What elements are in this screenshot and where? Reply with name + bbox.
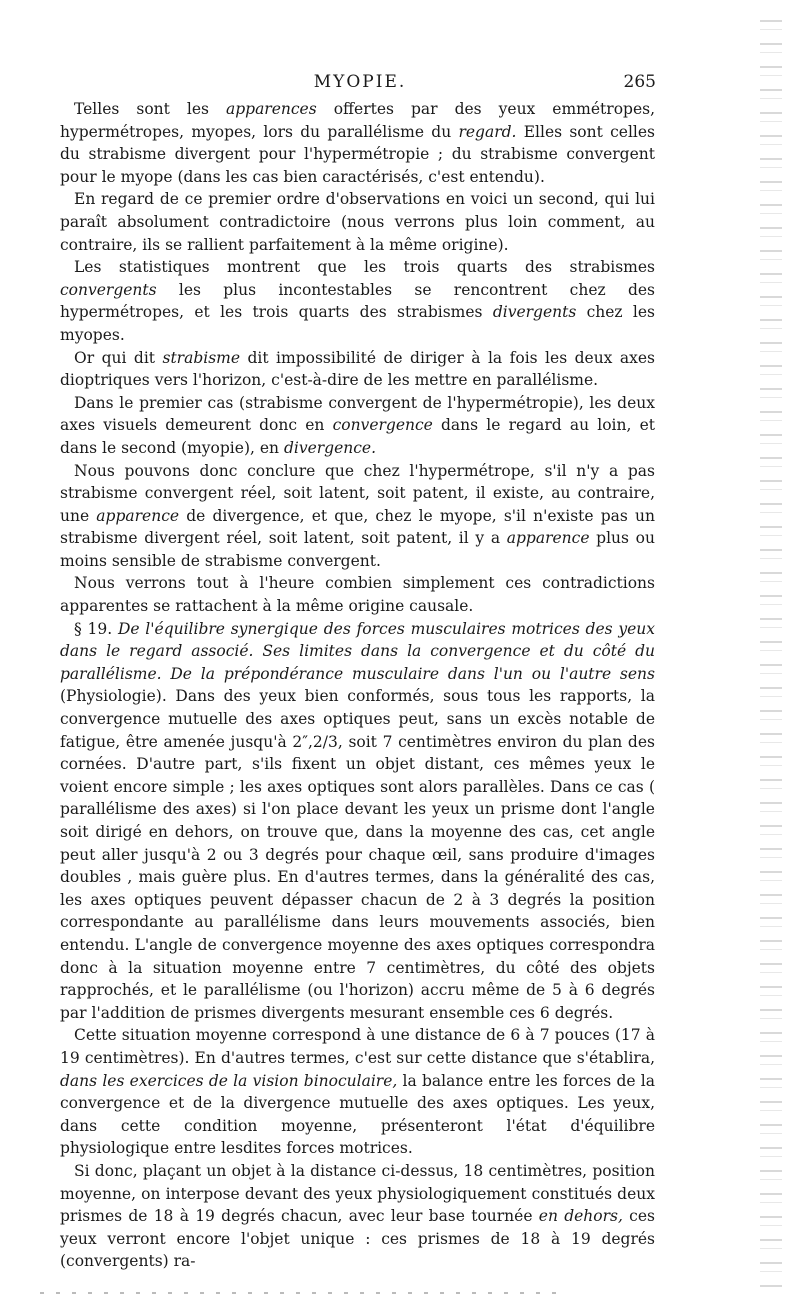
italic-text: convergents (60, 280, 157, 299)
paragraph (60, 98, 655, 188)
text-run: de divergence, et que, chez le myope, s'il n'existe pas un strabisme divergent réel, soit latent, soit patent, il y a (60, 506, 655, 548)
text-run: Or qui dit (74, 348, 163, 367)
paragraph (60, 460, 655, 573)
paragraph (60, 188, 655, 256)
text-run: Cette situation moyenne correspond à une distance de 6 à 7 pouces (17 à 19 centimètres). En d'autres termes, c'est sur cette distance que s'établira, (60, 1026, 655, 1067)
paragraph (60, 1024, 655, 1160)
text-run: Les statistiques montrent que les trois quarts des strabismes (74, 258, 655, 277)
page-header (60, 72, 660, 96)
text-run: dit impossibilité de diriger à la fois les deux axes dioptriques vers l'horizon, c'est-à-dire de les mettre en parallélisme. (60, 348, 655, 390)
text-run: Telles sont les (74, 100, 226, 118)
italic-text: apparences (225, 100, 317, 118)
running-title: MYOPIE. (313, 72, 407, 92)
body-text (60, 98, 655, 1273)
paragraph (60, 392, 655, 460)
paragraph (60, 572, 655, 617)
text-run: En regard de ce premier ordre d'observations en voici un second, qui lui paraît absolument contradictoire (nous verrons plus loin comment, au contraire, ils se rallient parfaitement à la même origine). (60, 190, 655, 254)
text-run: Nous verrons tout à l'heure combien simplement ces contradictions apparentes se rattachent à la même origine causale. (60, 574, 655, 616)
italic-text: en dehors, (538, 1207, 623, 1226)
text-run: Elles sont celles du strabisme divergent pour l'hypermétropie ; du strabisme convergent pour le myope (dans les cas bien caractérisés, c'est entendu). (60, 122, 655, 186)
paragraph (60, 1160, 655, 1273)
text-run: dans le regard au loin, et dans le second (myopie), en (60, 416, 655, 457)
paragraph (60, 256, 655, 346)
paragraph (60, 618, 655, 1025)
italic-text: apparence (96, 506, 180, 525)
italic-text: dans les exercices de la vision binoculaire, (60, 1071, 398, 1090)
page-number: 265 (623, 72, 656, 92)
italic-text: regard. (458, 122, 517, 141)
text-run: plus ou moins sensible de strabisme convergent. (60, 529, 655, 570)
text-run: la balance entre les forces de la convergence et de la divergence mutuelle des axes optiques. Les yeux, dans cette condition moyenne, présenteront l'état d'équilibre physiologique entre lesdites forces motrices. (60, 1071, 655, 1158)
italic-text: De l'équilibre synergique des forces musculaires motrices des yeux dans le regard associé. Ses limites dans la convergence et du côté du parallélisme. De la prépondérance musculaire dans l'un ou l'autre sens (60, 619, 655, 683)
text-run: Nous pouvons donc conclure que chez l'hypermétrope, s'il n'y a pas strabisme convergent réel, soit latent, soit patent, il existe, au contraire, une (60, 461, 655, 525)
text-run: les plus incontestables se rencontrent chez des hypermétropes, et les trois quarts des strabismes (60, 280, 655, 322)
italic-text: convergence (332, 416, 433, 435)
text-run: (Physiologie). Dans des yeux bien conformés, sous tous les rapports, la convergence mutuelle des axes optiques peut, sans un excès notable de fatigue, être amenée jusqu'à 2″,2/3, soit 7 centimètres environ du plan des cornées. D'autre part, s'ils fixent un objet distant, ces mêmes yeux le voient encore simple ; les axes optiques sont alors parallèles. Dans ce cas ( parallélisme des axes) si l'on place devant les yeux un prisme dont l'angle soit dirigé en dehors, on trouve que, dans la moyenne des cas, cet angle peut aller jusqu'à 2 ou 3 degrés pour chaque œil, sans produire d'images doubles , mais guère plus. En d'autres termes, dans la généralité des cas, les axes optiques peuvent dépasser chacun de 2 à 3 degrés la position correspondante au parallélisme dans leurs mouvements associés, bien entendu. L'angle de convergence moyenne des axes optiques correspondra donc à la situation moyenne entre 7 centimètres, du côté des objets rapprochés, et le parallélisme (ou l'horizon) accru même de 5 à 6 degrés par l'addition de prismes divergents mesurant ensemble ces 6 degrés. (60, 687, 655, 1022)
text-run: Si donc, plaçant un objet à la distance ci-dessus, 18 centimètres, position moyenne, on interpose devant des yeux physiologiquement constitués deux prismes de 18 à 19 degrés chacun, avec leur base tournée (60, 1161, 655, 1226)
italic-text: strabisme (162, 348, 241, 367)
italic-text: divergents (492, 303, 577, 322)
text-run: offertes par des yeux emmétropes, hypermétropes, myopes, lors du parallélisme du (60, 100, 655, 141)
scan-bottom-noise (40, 1292, 560, 1294)
paragraph (60, 347, 655, 392)
italic-text: divergence. (283, 438, 377, 457)
italic-text: apparence (506, 529, 590, 548)
text-run: § 19. (74, 619, 118, 638)
text-run: chez les myopes. (60, 303, 655, 344)
text-run: ces yeux verront encore l'objet unique : ces prismes de 18 à 19 degrés (convergents) ra- (60, 1207, 655, 1271)
scan-margin-strip (760, 20, 782, 1290)
text-run: Dans le premier cas (strabisme convergent de l'hypermétropie), les deux axes visuels demeurent donc en (60, 393, 655, 435)
